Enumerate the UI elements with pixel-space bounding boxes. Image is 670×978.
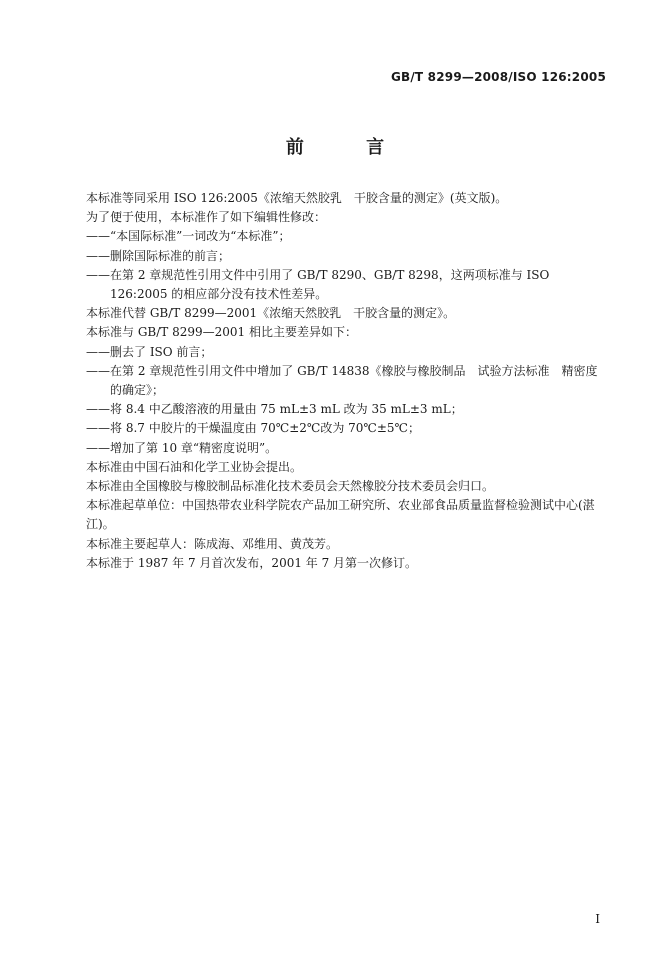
list-item: ——将 8.7 中胶片的干燥温度由 70℃±2℃改为 70℃±5℃； [86, 421, 420, 436]
foreword-body [0, 189, 670, 573]
paragraph-differences-intro: 本标准与 GB/T 8299—2001 相比主要差异如下： [86, 325, 357, 340]
standard-code-header: GB/T 8299—2008/ISO 126:2005 [390, 70, 606, 84]
list-item: ——将 8.4 中乙酸溶液的用量由 75 mL±3 mL 改为 35 mL±3 mL； [86, 402, 463, 417]
page-title: 前 言 [285, 137, 413, 158]
paragraph-drafters: 本标准主要起草人：陈成海、邓维用、黄茂芳。 [86, 536, 339, 551]
paragraph-history: 本标准于 1987 年 7 月首次发布，2001 年 7 月第一次修订。 [86, 555, 418, 570]
list-item: ——在第 2 章规范性引用文件中引用了 GB/T 8290、GB/T 8298，这两项标准与 ISO 126:2005 的相应部分没有技术性差异。 [86, 267, 550, 302]
paragraph-adoption: 本标准等同采用 ISO 126:2005《浓缩天然胶乳 干胶含量的测定》(英文版)。 [86, 191, 508, 205]
paragraph-drafting-units: 本标准起草单位：中国热带农业科学院农产品加工研究所、农业部食品质量监督检验测试中心(湛江)。 [86, 498, 595, 532]
list-item: ——“本国际标准”一词改为“本标准”； [86, 229, 291, 244]
paragraph-administered-by: 本标准由全国橡胶与橡胶制品标准化技术委员会天然橡胶分技术委员会归口。 [86, 479, 495, 494]
paragraph-edit-intro: 为了便于使用，本标准作了如下编辑性修改： [86, 210, 327, 225]
paragraph-proposed-by: 本标准由中国石油和化学工业协会提出。 [86, 459, 303, 474]
list-item: ——增加了第 10 章“精密度说明”。 [86, 440, 278, 455]
list-item: ——删除国际标准的前言； [86, 248, 231, 263]
paragraph-replaces: 本标准代替 GB/T 8299—2001《浓缩天然胶乳 干胶含量的测定》。 [86, 306, 456, 321]
list-item: ——在第 2 章规范性引用文件中增加了 GB/T 14838《橡胶与橡胶制品 试验方法标准 精密度的确定》； [86, 363, 598, 398]
list-item: ——删去了 ISO 前言； [86, 344, 213, 359]
page-number: I [595, 912, 600, 926]
